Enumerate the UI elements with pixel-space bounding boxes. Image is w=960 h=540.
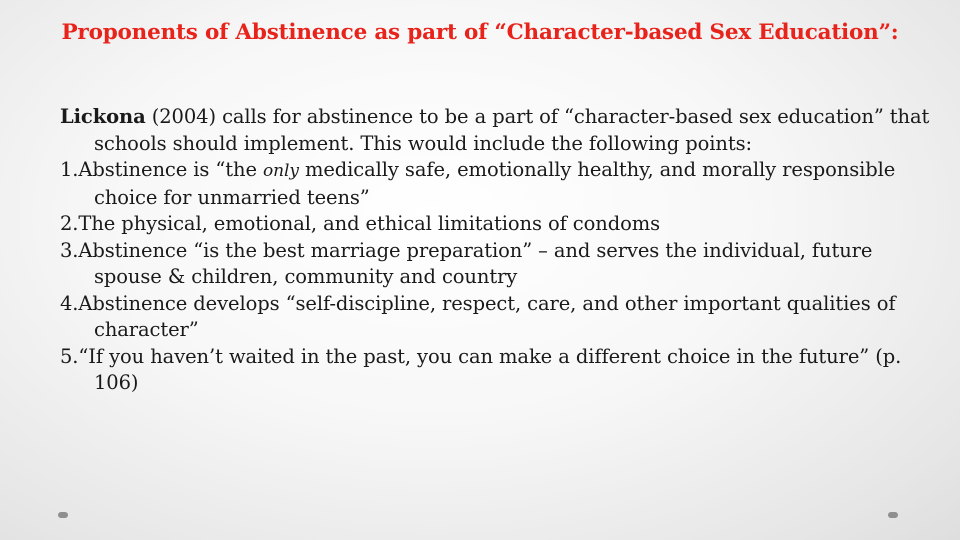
point-text-after: medically safe, emotionally healthy, and morally responsible choice for unmarried teens” <box>94 158 896 209</box>
point-number: 4. <box>60 291 79 315</box>
point-3 <box>60 238 940 291</box>
author-name: Lickona <box>60 105 146 128</box>
point-text: The physical, emotional, and ethical limitations of condoms <box>78 212 661 235</box>
point-5 <box>60 344 940 397</box>
point-1 <box>60 157 940 211</box>
point-4 <box>60 291 940 344</box>
intro-text: (2004) calls for abstinence to be a part of “character-based sex education” that schools should implement. This would include the following points: <box>94 105 930 155</box>
point-number: 2. <box>60 212 79 235</box>
point-text: Abstinence develops “self-discipline, respect, care, and other important qualities of character” <box>78 291 896 341</box>
slide-body <box>60 104 940 397</box>
point-text: Abstinence “is the best marriage preparation” – and serves the individual, future spouse & children, community and country <box>78 238 873 288</box>
point-2 <box>60 211 940 238</box>
point-emphasis: only <box>263 161 299 181</box>
intro-paragraph <box>60 104 940 157</box>
point-number: 1. <box>60 158 79 181</box>
point-number: 3. <box>60 238 79 262</box>
decorative-dot-right <box>888 512 898 518</box>
point-text: “If you haven’t waited in the past, you can make a different choice in the future” (p. 106) <box>78 344 902 394</box>
point-text-before: Abstinence is “the <box>78 158 264 181</box>
point-number: 5. <box>60 344 79 368</box>
slide-title: Proponents of Abstinence as part of “Character-based Sex Education”: <box>61 20 899 45</box>
decorative-dot-left <box>58 512 68 518</box>
